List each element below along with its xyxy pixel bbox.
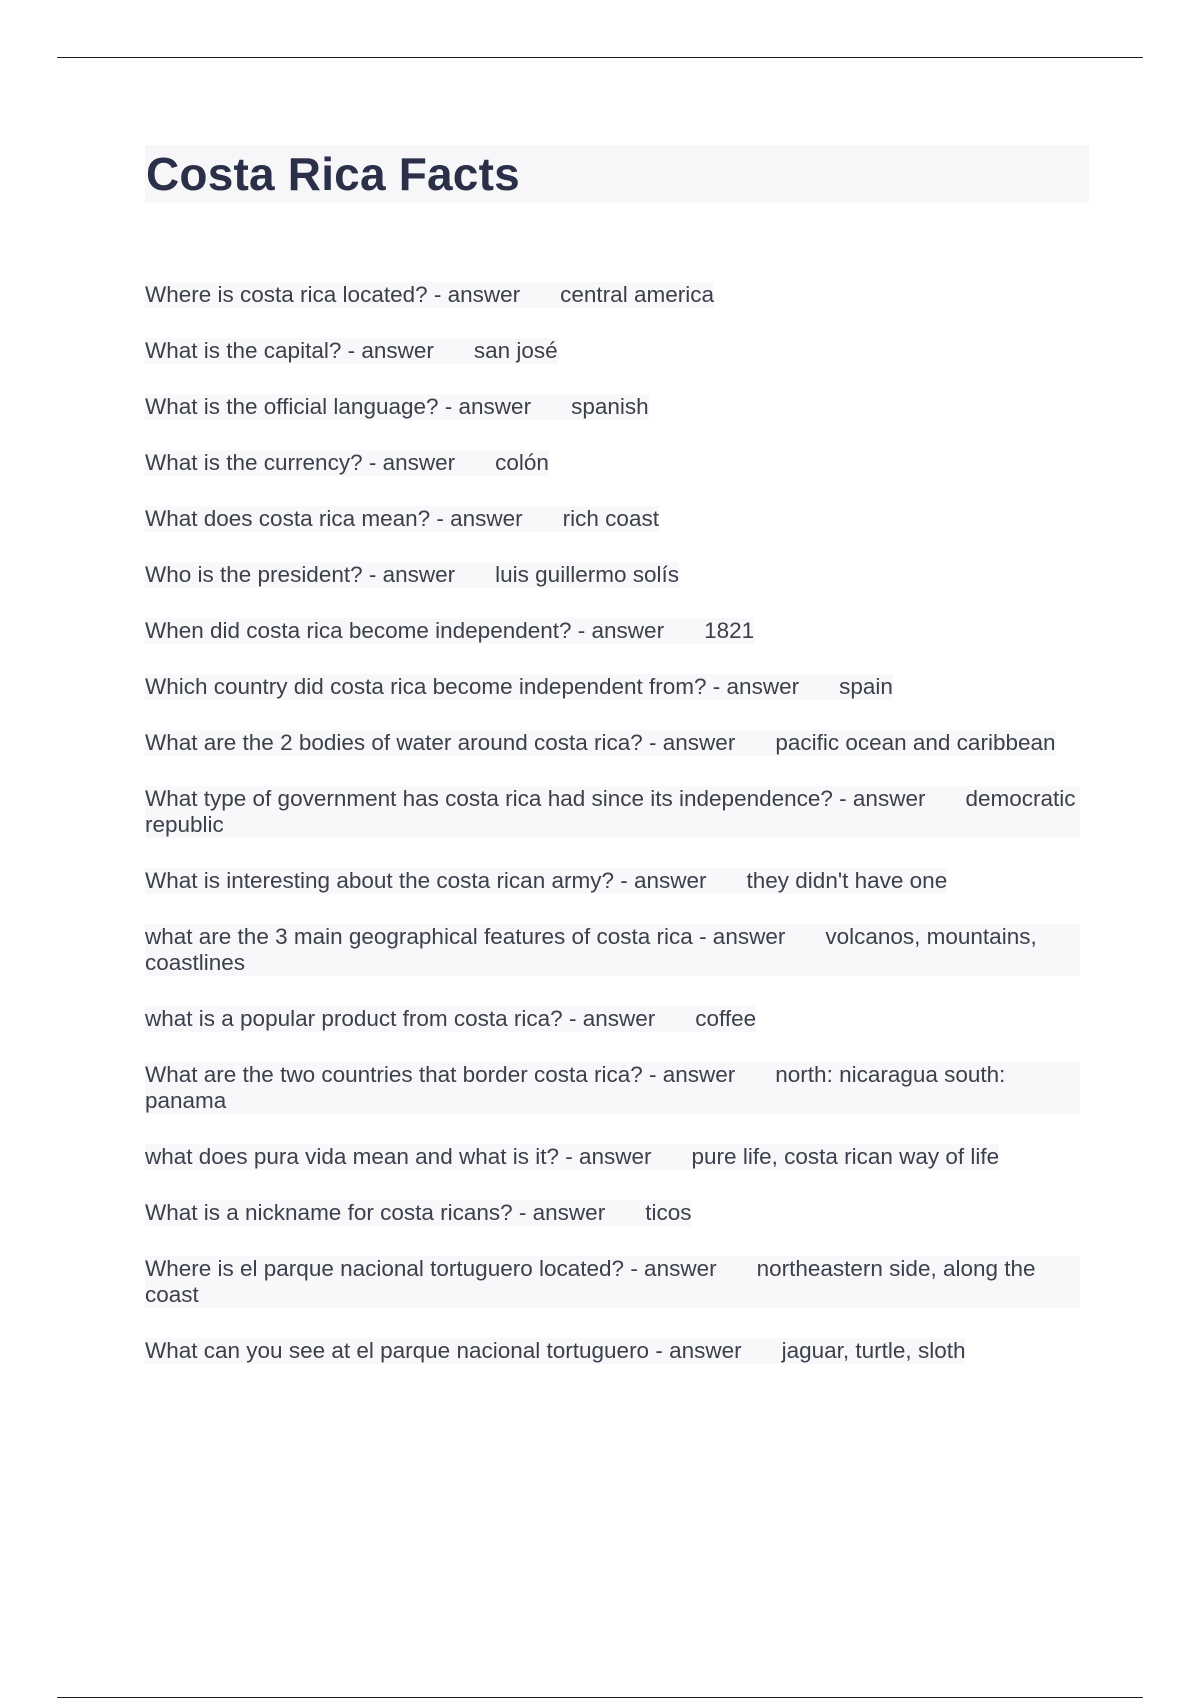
qa-item [145,1062,1080,1114]
answer-text: colón [495,450,549,475]
page-title: Costa Rica Facts [146,148,520,200]
bottom-rule [57,1697,1143,1698]
answer-marker: - answer [562,1006,656,1031]
answer-text: jaguar, turtle, sloth [781,1338,966,1363]
question-text: What is the currency? [145,450,363,475]
question-text: Who is the president? [145,562,363,587]
answer-text: north: nicaragua south: panama [145,1062,1006,1113]
qa-item [145,1256,1080,1308]
question-text: What type of government has costa rica had since its independence? [145,786,833,811]
answer-marker: - answer [692,924,786,949]
answer-marker: - answer [642,730,736,755]
answer-text: northeastern side, along the coast [145,1256,1036,1307]
answer-text: central america [560,282,714,307]
question-text: Where is costa rica located? [145,282,428,307]
answer-text: volcanos, mountains, coastlines [145,924,1037,975]
answer-marker: - answer [341,338,434,363]
qa-item [145,282,714,308]
question-text: What are the 2 bodies of water around costa rica? [145,730,643,755]
answer-marker: - answer [559,1144,652,1169]
answer-text: luis guillermo solís [495,562,679,587]
answer-text: ticos [645,1200,692,1225]
answer-marker: - answer [362,562,456,587]
question-text: Which country did costa rica become independent from? [145,674,707,699]
answer-text: san josé [473,338,558,363]
qa-item [145,730,1056,756]
question-text: What is the capital? [145,338,342,363]
question-text: what are the 3 main geographical features of costa rica [145,924,693,949]
question-text: What are the two countries that border costa rica? [145,1062,643,1087]
question-text: Where is el parque nacional tortuguero located? [145,1256,625,1281]
answer-marker: - answer [438,394,532,419]
qa-item [145,562,679,588]
qa-item [145,618,754,644]
answer-marker: - answer [512,1200,606,1225]
qa-item [145,1338,965,1364]
qa-item [145,338,558,364]
qa-item [145,924,1080,976]
answer-marker: - answer [362,450,456,475]
qa-item [145,394,649,420]
top-rule [57,57,1143,58]
question-text: What is a nickname for costa ricans? [145,1200,513,1225]
answer-marker: - answer [642,1062,736,1087]
qa-item [145,868,947,894]
question-text: What does costa rica mean? [145,506,431,531]
answer-text: spain [839,674,893,699]
answer-text: pacific ocean and caribbean [775,730,1056,755]
answer-text: democratic republic [145,786,1076,837]
question-text: What is interesting about the costa rican army? [145,868,614,893]
qa-item [145,1144,999,1170]
qa-item [145,506,659,532]
answer-marker: - answer [427,282,521,307]
answer-text: coffee [695,1006,757,1031]
qa-item [145,1200,691,1226]
qa-list [145,282,1085,1394]
answer-text: pure life, costa rican way of life [691,1144,1000,1169]
question-text: what is a popular product from costa rica? [145,1006,563,1031]
answer-marker: - answer [613,868,707,893]
answer-text: they didn't have one [746,868,948,893]
answer-marker: - answer [430,506,523,531]
answer-marker: - answer [832,786,926,811]
question-text: What is the official language? [145,394,439,419]
answer-text: 1821 [704,618,755,643]
answer-marker: - answer [706,674,800,699]
answer-marker: - answer [624,1256,717,1281]
answer-text: rich coast [562,506,659,531]
question-text: What can you see at el parque nacional tortuguero [145,1338,650,1363]
answer-marker: - answer [649,1338,742,1363]
answer-marker: - answer [571,618,665,643]
question-text: what does pura vida mean and what is it? [145,1144,559,1169]
qa-item [145,1006,756,1032]
question-text: When did costa rica become independent? [145,618,572,643]
qa-item [145,674,893,700]
qa-item [145,786,1080,838]
answer-text: spanish [571,394,649,419]
qa-item [145,450,549,476]
